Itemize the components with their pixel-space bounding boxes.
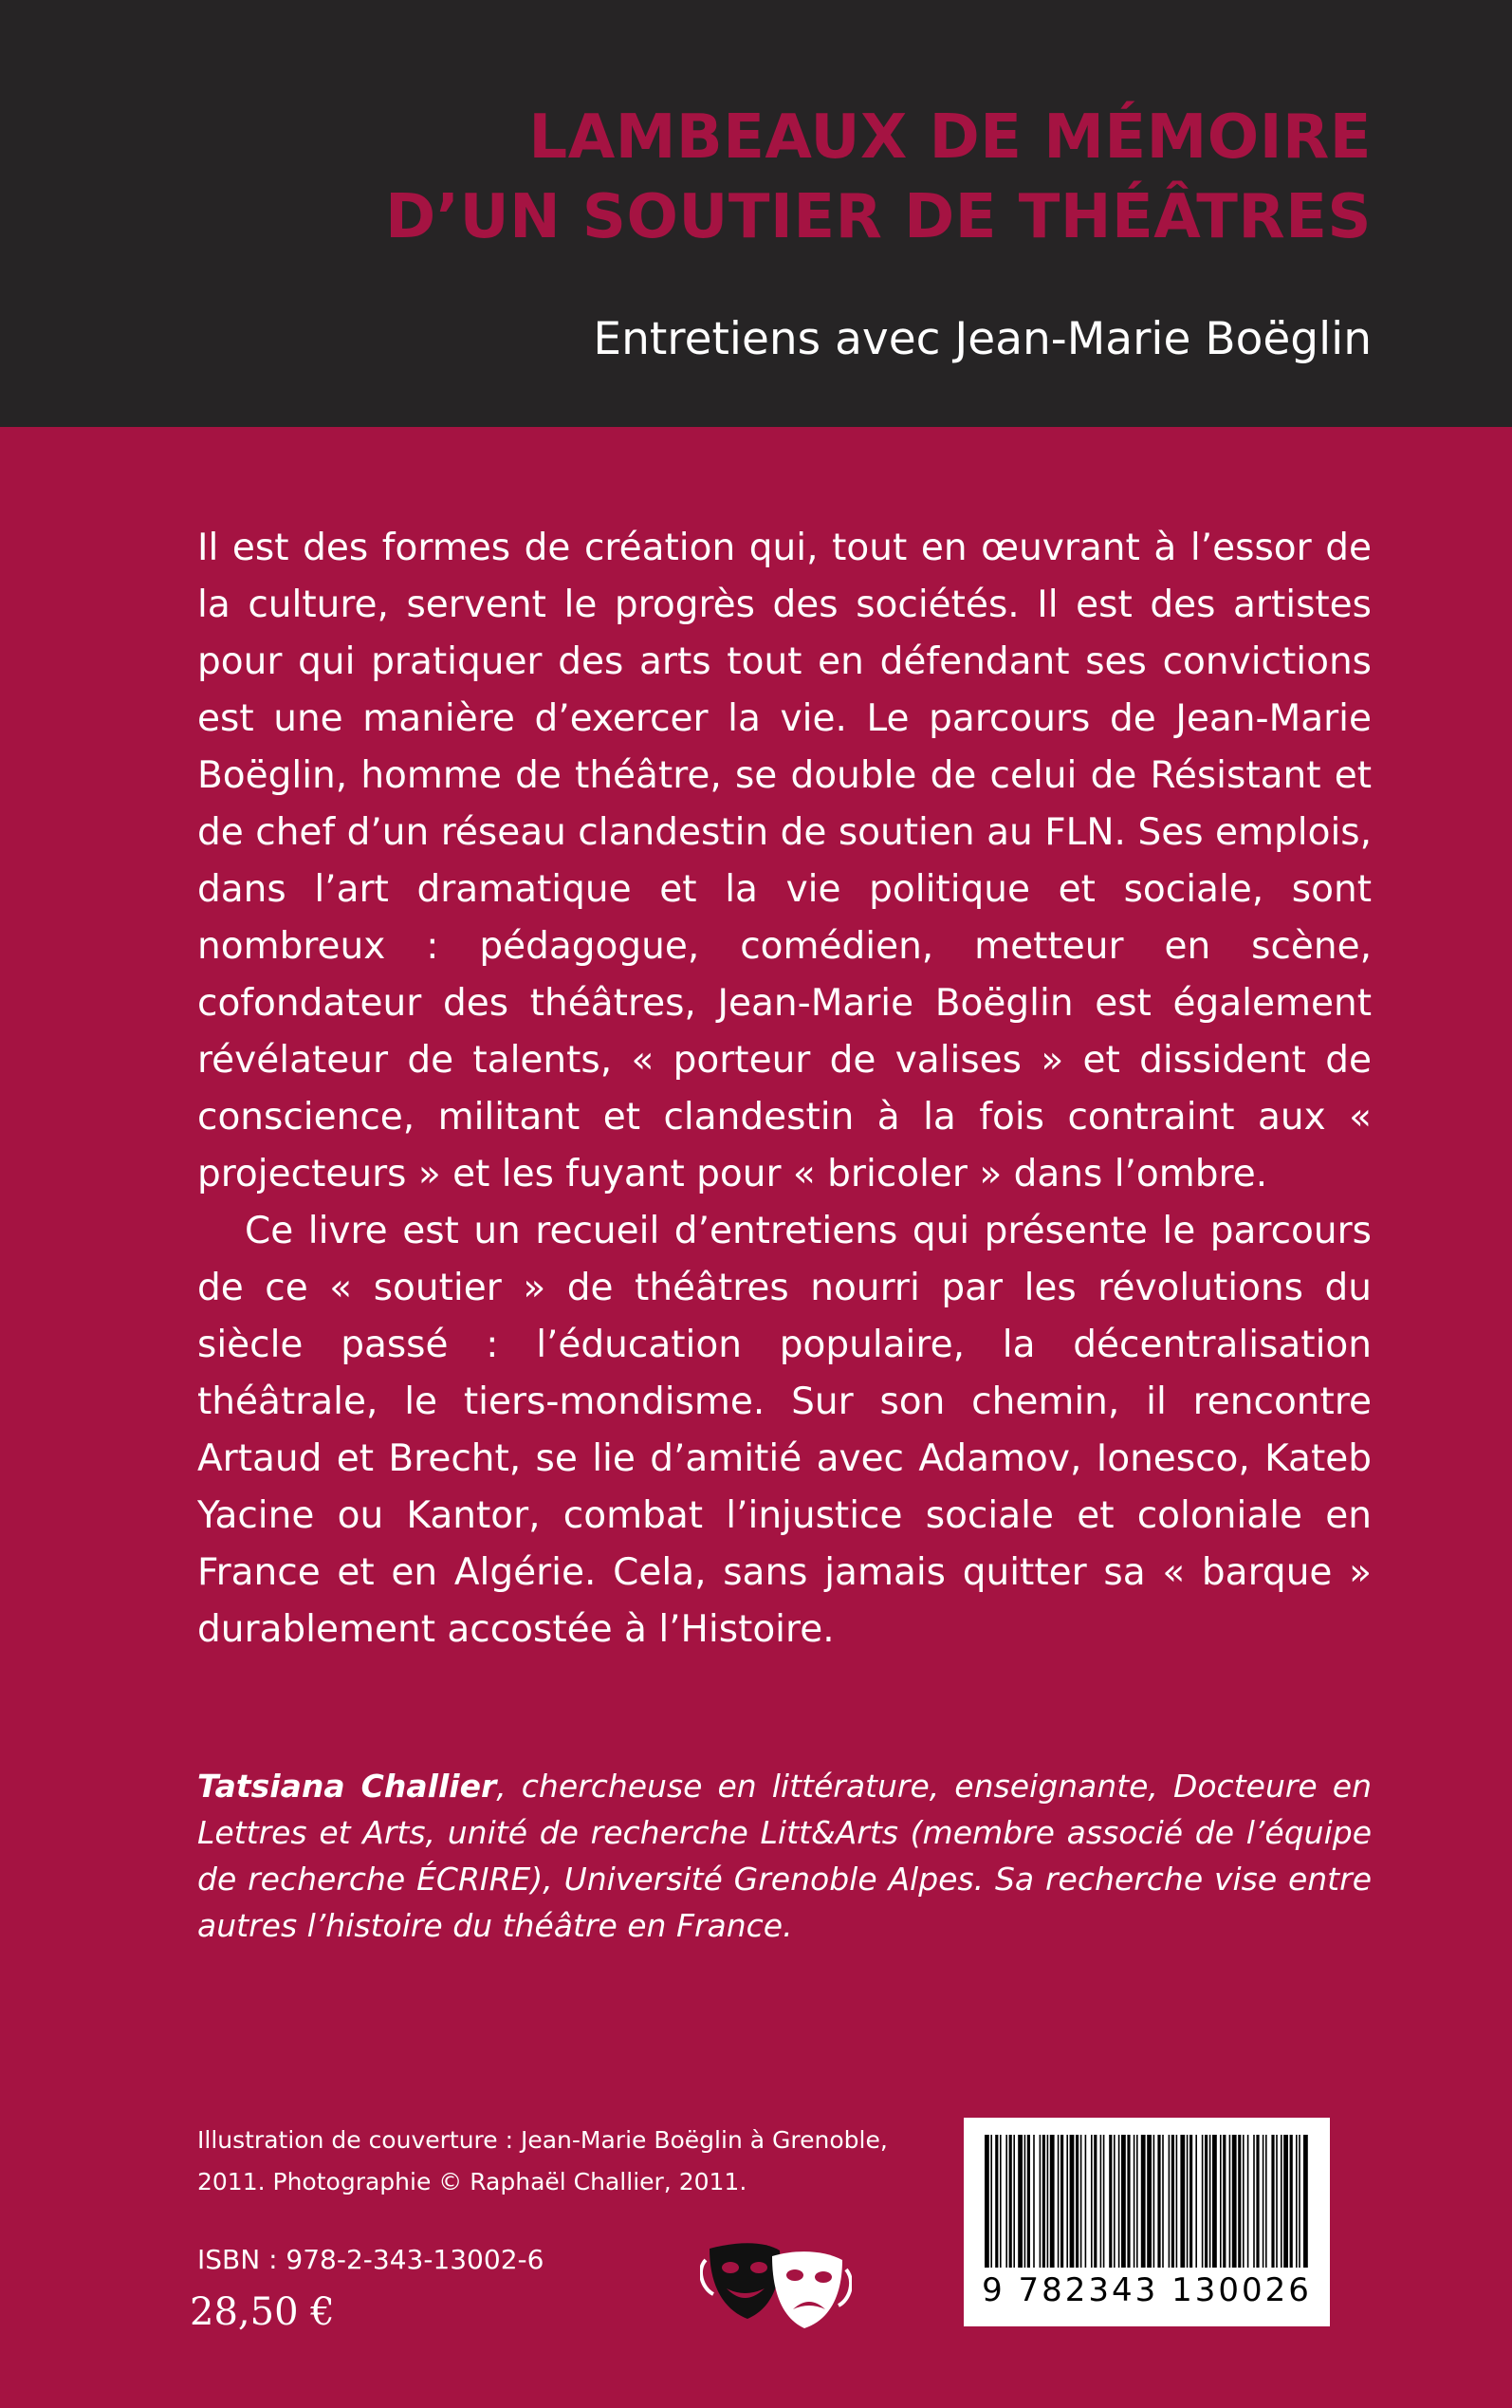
barcode-bar (1103, 2135, 1105, 2268)
barcode-bar (1080, 2135, 1082, 2268)
barcode-bar (1232, 2135, 1237, 2268)
back-cover-blurb (197, 520, 1372, 1658)
barcode-bar (1176, 2135, 1178, 2268)
barcode-bar (1247, 2135, 1249, 2268)
barcode-bar (1094, 2135, 1097, 2268)
blurb-paragraph-1: Il est des formes de création qui, tout en œuvrant à l’essor de la culture, servent le progrès des sociétés. Il est des artistes pour qui pratiquer des arts tout en défendant ses convictions est une manière d’exercer la vie. Le parcours de Jean-Marie Boëglin, homme de théâtre, se double de celui de Résistant et de chef d’un réseau clandestin de soutien au FLN. Ses emplois, dans l’art dramatique et la vie politique et sociale, sont nombreux : pédagogue, comédien, metteur en scène, cofondateur des théâtres, Jean-Marie Boëglin est également révélateur de talents, « porteur de valises » et dissident de conscience, militant et clandestin à la fois contraint aux « projecteurs » et les fuyant pour « bricoler » dans l’ombre. (197, 527, 1372, 1195)
barcode-bar (1162, 2135, 1164, 2268)
barcode (964, 2118, 1330, 2326)
barcode-bar (1091, 2135, 1093, 2268)
barcode-bar (1253, 2135, 1255, 2268)
barcode-bar (1040, 2135, 1042, 2268)
barcode-bar (1271, 2135, 1274, 2268)
tragedy-mask-icon (772, 2251, 851, 2328)
barcode-bar (1136, 2135, 1138, 2268)
barcode-bar (1157, 2135, 1160, 2268)
barcode-bar (1189, 2135, 1192, 2268)
barcode-bar (985, 2135, 989, 2268)
barcode-bar (1047, 2135, 1049, 2268)
barcode-bar (1290, 2135, 1293, 2268)
barcode-bar (1127, 2135, 1130, 2268)
cover-credit (197, 2120, 956, 2203)
barcode-bar (1114, 2135, 1116, 2268)
comedy-mask-icon (701, 2243, 780, 2319)
barcode-bar (1265, 2135, 1267, 2268)
barcode-bar (1009, 2135, 1012, 2268)
isbn: ISBN : 978-2-343-13002-6 (197, 2244, 544, 2275)
barcode-bar (1205, 2135, 1208, 2268)
barcode-bar (1296, 2135, 1298, 2268)
cover-credit-line-2: 2011. Photographie © Raphaël Challier, 2011. (197, 2168, 747, 2195)
barcode-bar (1187, 2135, 1189, 2268)
barcode-bar (1141, 2135, 1146, 2268)
book-title-line-2: D’UN SOUTIER DE THÉÂTRES (385, 182, 1372, 252)
barcode-bar (1100, 2135, 1102, 2268)
barcode-bar (1058, 2135, 1060, 2268)
barcode-bar (1000, 2135, 1002, 2268)
barcode-bar (1256, 2135, 1259, 2268)
barcode-bar (990, 2135, 992, 2268)
barcode-bar (1303, 2135, 1308, 2268)
author-name: Tatsiana Challier (197, 1768, 497, 1805)
blurb-paragraph-2: Ce livre est un recueil d’entretiens qui présente le parcours de ce « soutier » de théâtres nourri par les révolutions du siècle passé : l’éducation populaire, la décentralisation théâtrale, le tiers-mondisme. Sur son chemin, il rencontre Artaud et Brecht, se lie d’amitié avec Adamov, Ionesco, Kateb Yacine ou Kantor, combat l’injustice sociale et coloniale en France et en Algérie. Cela, sans jamais quitter sa « barque » durablement accostée à l’Histoire. (197, 1210, 1372, 1651)
book-subtitle: Entretiens avec Jean-Marie Boëglin (593, 313, 1372, 365)
author-bio (197, 1763, 1372, 1949)
barcode-bar (1027, 2135, 1030, 2268)
barcode-bar (1060, 2135, 1063, 2268)
barcode-bar (1066, 2135, 1068, 2268)
barcode-bar (1263, 2135, 1264, 2268)
barcode-bar (1018, 2135, 1023, 2268)
barcode-bar (1281, 2135, 1282, 2268)
barcode-bar (1134, 2135, 1135, 2268)
barcode-bar (1180, 2135, 1185, 2268)
barcode-bar (1042, 2135, 1045, 2268)
barcode-bar (1109, 2135, 1112, 2268)
barcode-bar (1171, 2135, 1174, 2268)
barcode-bar (1169, 2135, 1171, 2268)
author-bio-text: , chercheuse en littérature, enseignante, Docteure en Lettres et Arts, unité de recherche Litt&Arts (membre associé de l’équipe de recherche ÉCRIRE), Université Grenoble Alpes. Sa recherche vise entre autres l’histoire du théâtre en France. (197, 1768, 1372, 1944)
barcode-bar (1005, 2135, 1007, 2268)
cover-credit-line-1: Illustration de couverture : Jean-Marie Boëglin à Grenoble, (197, 2126, 888, 2154)
barcode-bar (1243, 2135, 1245, 2268)
barcode-bar (1147, 2135, 1152, 2268)
barcode-bar (1070, 2135, 1075, 2268)
barcode-bar (1299, 2135, 1300, 2268)
barcode-number: 9 782343 130026 (982, 2271, 1312, 2309)
barcode-bar (1085, 2135, 1087, 2268)
barcode-bar (1283, 2135, 1288, 2268)
barcode-bar (1195, 2135, 1197, 2268)
barcode-bar (1118, 2135, 1120, 2268)
barcode-bar (1076, 2135, 1079, 2268)
barcode-bar (1223, 2135, 1226, 2268)
barcode-bar (995, 2135, 998, 2268)
barcode-bar (1153, 2135, 1155, 2268)
barcode-bar (1212, 2135, 1217, 2268)
barcode-bar (1209, 2135, 1211, 2268)
barcode-bar (1033, 2135, 1035, 2268)
price: 28,50 € (190, 2290, 335, 2334)
barcode-bar (1013, 2135, 1015, 2268)
barcode-bar (1202, 2135, 1204, 2268)
barcode-bar (1276, 2135, 1278, 2268)
barcode-bar (1229, 2135, 1231, 2268)
barcode-bars (985, 2135, 1309, 2268)
header-band (0, 0, 1512, 427)
barcode-bar (1238, 2135, 1241, 2268)
theatre-masks-icon (700, 2232, 852, 2336)
barcode-bar (1024, 2135, 1026, 2268)
barcode-bar (1050, 2135, 1055, 2268)
book-title-line-1: LAMBEAUX DE MÉMOIRE (528, 102, 1372, 173)
barcode-bar (1121, 2135, 1126, 2268)
barcode-bar (1220, 2135, 1222, 2268)
